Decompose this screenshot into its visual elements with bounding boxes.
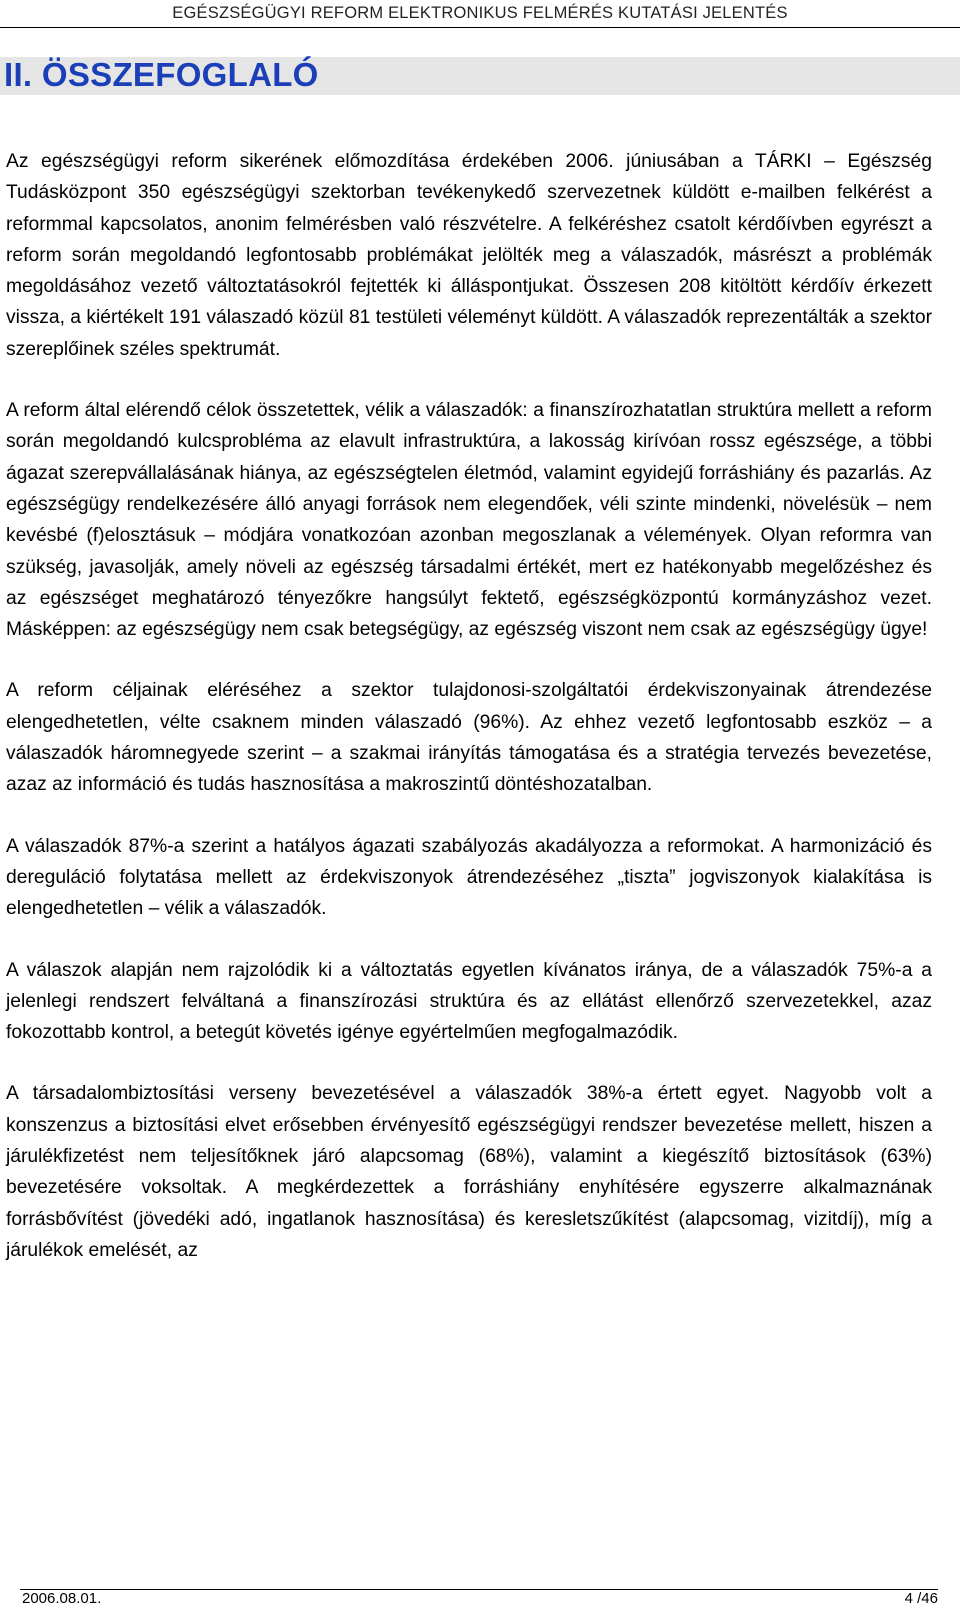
paragraph-goals: A reform által elérendő célok összetettek, vélik a válaszadók: a finanszírozhatatlan struktúra mellett a reform során megoldandó kulcsprobléma az elavult infrastruktúra, a lakosság kirívóan rossz egészsége, a többi ágazat szerepvállalásának hiánya, az egészségtelen életmód, valamint egyidejű forráshiány és pazarlás. Az egészségügy rendelkezésére álló anyagi források nem elegendőek, véli szinte mindenki, növelésük – nem kevésbé (f)elosztásuk – módjára vonatkozóan azonban megoszlanak a vélemények. Olyan reformra van szükség, javasolják, amely növeli az egészség társadalmi értékét, mert ez hatékonyabb megelőzéshez és az egészséget meghatározó tényezőkre hangsúlyt fektető, egészségközpontú kormányzáshoz vezet. Másképpen: az egészségügy nem csak betegségügy, az egészség viszont nem csak az egészségügy ügye! <box>6 400 932 641</box>
section-title: II. ÖSSZEFOGLALÓ <box>4 56 319 93</box>
header-rule <box>0 27 960 28</box>
page-number: 4 /46 <box>904 1590 938 1607</box>
running-header: EGÉSZSÉGÜGYI REFORM ELEKTRONIKUS FELMÉRÉS KUTATÁSI JELENTÉS <box>172 4 788 22</box>
paragraph-interests: A reform céljainak eléréséhez a szektor tulajdonosi-szolgáltatói érdekviszonyainak átrendezése elengedhetetlen, vélte csaknem minden válaszadó (96%). Az ehhez vezető legfontosabb eszköz – a válaszadók háromnegyede szerint – a szakmai irányítás támogatása és a stratégia tervezés bevezetése, azaz az információ és tudás hasznosítása a makroszintű döntéshozatalban. <box>6 680 932 796</box>
paragraph-regulation: A válaszadók 87%-a szerint a hatályos ágazati szabályozás akadályozza a reformokat. A harmonizáció és dereguláció folytatása mellett az érdekviszonyok átrendezéséhez „tiszta” jogviszonyok kialakítása is elengedhetetlen – vélik a válaszadók. <box>6 835 932 920</box>
footer-date: 2006.08.01. <box>22 1590 102 1607</box>
paragraph-insurance: A társadalombiztosítási verseny bevezetésével a válaszadók 38%-a értett egyet. Nagyobb volt a konszenzus a biztosítási elvet erősebben érvényesítő egészségügyi rendszer bevezetése mellett, hiszen a járulékfizetést nem teljesítőknek járó alapcsomag (68%), valamint a kiegészítő biztosítások (63%) bevezetésére voksoltak. A megkérdezettek a forráshiány enyhítésére egyszerre alkalmaznának forrásbővítést (jövedéki adó, ingatlanok hasznosítása) és keresletszűkítést (alapcsomag, vizitdíj), míg a járulékok emelését, az <box>6 1083 932 1261</box>
body-text <box>6 146 932 1296</box>
paragraph-intro: Az egészségügyi reform sikerének előmozdítása érdekében 2006. júniusában a TÁRKI – Egészség Tudásközpont 350 egészségügyi szektorban tevékenykedő szervezetnek küldött e-mailben felkérést a reformmal kapcsolatos, anonim felmérésben való részvételre. A felkéréshez csatolt kérdőívben egyrészt a reform során megoldandó legfontosabb problémákat jelölték meg a válaszadók, másrészt a problémák megoldásához vezető változtatásokról fejtették ki álláspontjukat. Összesen 208 kitöltött kérdőív érkezett vissza, a kiértékelt 191 válaszadó közül 81 testületi véleményt küldött. A válaszadók reprezentálták a szektor szereplőinek széles spektrumát. <box>6 151 932 360</box>
footer-rule <box>20 1589 938 1590</box>
paragraph-direction: A válaszok alapján nem rajzolódik ki a változtatás egyetlen kívánatos iránya, de a válaszadók 75%-a a jelenlegi rendszert felváltaná a finanszírozási struktúra és az ellátást ellenőrző szervezetekkel, azaz fokozottabb kontrol, a betegút követés igénye egyértelműen megfogalmazódik. <box>6 959 932 1044</box>
